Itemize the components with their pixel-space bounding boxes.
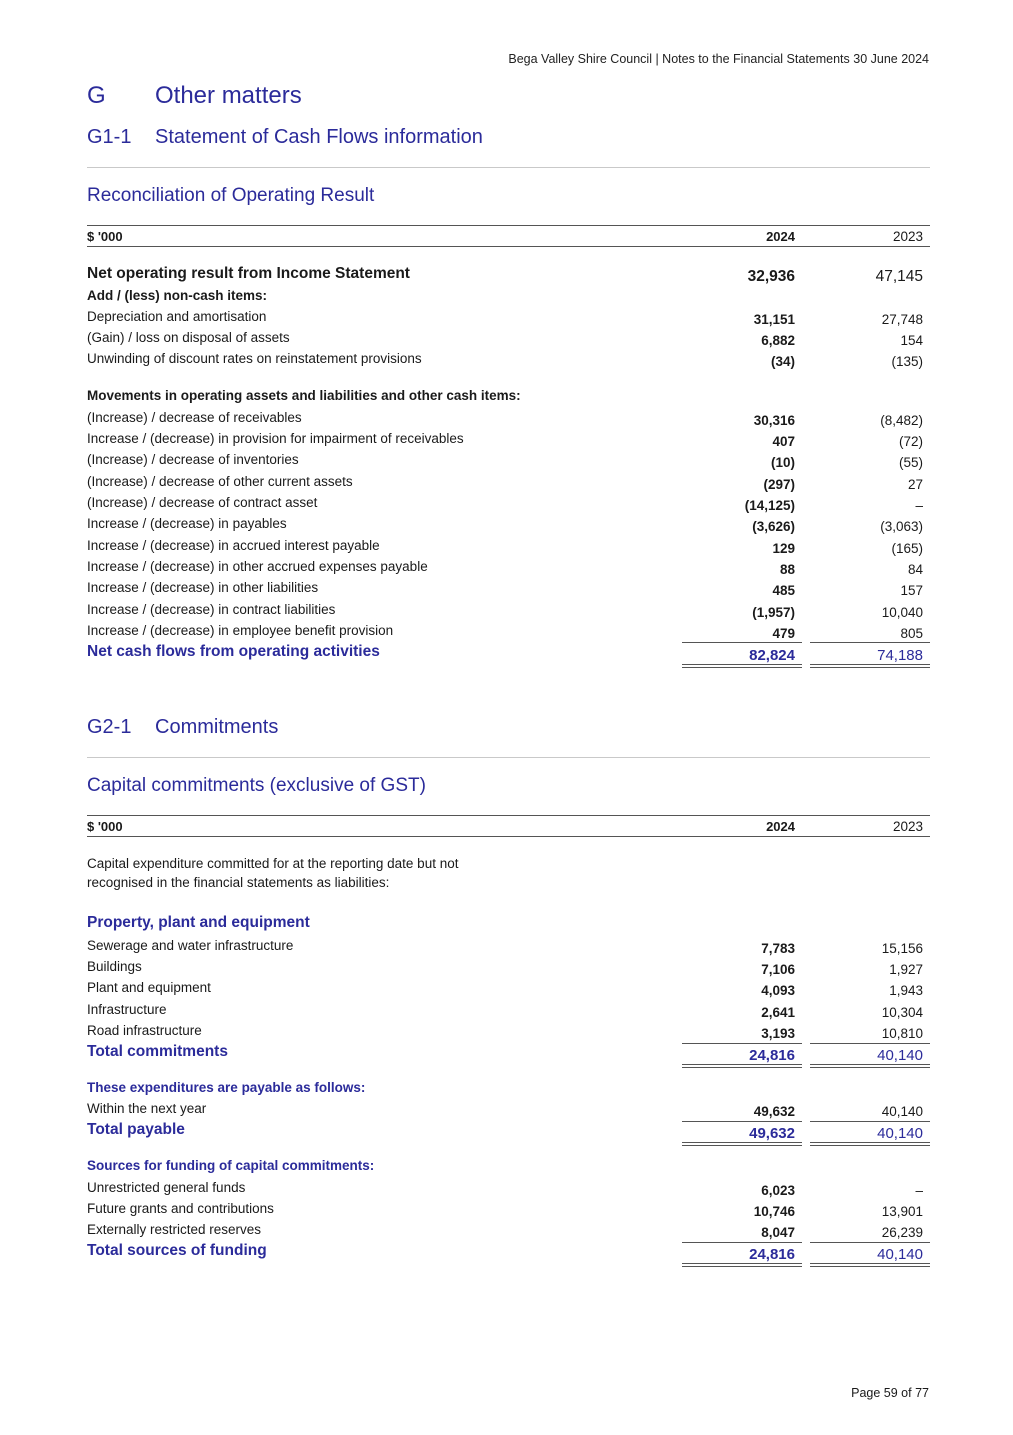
value-2024: 2,641 — [761, 1005, 795, 1020]
row-label: Net operating result from Income Statement — [87, 265, 410, 282]
value-2023: (135) — [891, 354, 923, 369]
value-2024: 4,093 — [761, 983, 795, 998]
value-2023: 40,140 — [881, 1104, 923, 1119]
value-2024: (1,957) — [752, 605, 795, 620]
row-label: Increase / (decrease) in provision for impairment of receivables — [87, 431, 464, 446]
value-2023: 27,748 — [881, 312, 923, 327]
table-row — [87, 309, 930, 330]
table-row — [87, 980, 930, 1001]
row-label: Plant and equipment — [87, 980, 211, 995]
row-label: Unwinding of discount rates on reinstatement provisions — [87, 351, 422, 366]
total-double-rule — [810, 664, 930, 668]
total-row — [87, 1123, 930, 1144]
total-double-rule — [682, 664, 802, 668]
row-label: Increase / (decrease) in other accrued expenses payable — [87, 559, 428, 574]
value-2024: 485 — [772, 583, 795, 598]
table-top-rule — [87, 225, 930, 226]
row-label: Externally restricted reserves — [87, 1222, 262, 1237]
row-label: Total sources of funding — [87, 1242, 267, 1259]
row-label: Increase / (decrease) in other liabilities — [87, 580, 319, 595]
table-row — [87, 265, 930, 286]
page-number: Page 59 of 77 — [851, 1386, 929, 1400]
subtotal-rule — [810, 642, 930, 643]
table-row — [87, 452, 930, 473]
value-2023: 40,140 — [877, 1047, 923, 1064]
table-row — [87, 938, 930, 959]
value-2023: 13,901 — [881, 1204, 923, 1219]
table-row — [87, 516, 930, 537]
table-subheading — [87, 914, 930, 935]
table-row — [87, 559, 930, 580]
column-2024: 2024 — [766, 229, 795, 244]
column-2024: 2024 — [766, 819, 795, 834]
table-row — [87, 410, 930, 431]
value-2024: 479 — [772, 626, 795, 641]
table-row — [87, 1002, 930, 1023]
row-label: (Increase) / decrease of inventories — [87, 452, 299, 467]
row-label: (Increase) / decrease of receivables — [87, 410, 302, 425]
note-number-g2: G2-1 — [87, 716, 132, 738]
table-row — [87, 1180, 930, 1201]
value-2023: 10,040 — [881, 605, 923, 620]
total-double-rule — [810, 1263, 930, 1267]
total-double-rule — [682, 1142, 802, 1146]
total-row — [87, 645, 930, 666]
value-2023: (8,482) — [880, 413, 923, 428]
value-2023: – — [915, 498, 923, 513]
table-row — [87, 538, 930, 559]
table-row — [87, 431, 930, 452]
row-label: Within the next year — [87, 1101, 207, 1116]
page-header: Bega Valley Shire Council | Notes to the Financial Statements 30 June 2024 — [508, 52, 929, 66]
value-2023: (72) — [898, 434, 923, 449]
value-2023: – — [915, 1183, 923, 1198]
table-row — [87, 1222, 930, 1243]
value-2024: (14,125) — [744, 498, 795, 513]
table-row — [87, 1023, 930, 1044]
table-row — [87, 1101, 930, 1122]
value-2023: 10,810 — [881, 1026, 923, 1041]
row-label: Increase / (decrease) in payables — [87, 516, 287, 531]
row-label: Sewerage and water infrastructure — [87, 938, 294, 953]
row-label: Buildings — [87, 959, 142, 974]
row-label: Add / (less) non-cash items: — [87, 288, 268, 303]
row-label: Increase / (decrease) in employee benefit provision — [87, 623, 394, 638]
value-2024: 10,746 — [753, 1204, 795, 1219]
column-label: $ '000 — [87, 819, 123, 834]
subheading-capital-commitments: Capital commitments (exclusive of GST) — [87, 775, 426, 796]
column-2023: 2023 — [892, 819, 923, 834]
value-2024: 7,106 — [761, 962, 795, 977]
table-subheading — [87, 1158, 930, 1179]
value-2024: (3,626) — [752, 519, 795, 534]
value-2024: 82,824 — [749, 647, 795, 664]
row-label: These expenditures are payable as follows: — [87, 1080, 366, 1095]
column-header-rule — [87, 836, 930, 837]
value-2023: 47,145 — [875, 268, 923, 285]
subheading-reconciliation: Reconciliation of Operating Result — [87, 185, 375, 206]
value-2024: 31,151 — [753, 312, 795, 327]
value-2024: (10) — [770, 455, 795, 470]
value-2024: (297) — [763, 477, 795, 492]
value-2023: (165) — [891, 541, 923, 556]
row-label: Total payable — [87, 1121, 185, 1138]
value-2023: 1,927 — [889, 962, 923, 977]
value-2023: 157 — [900, 583, 923, 598]
value-2024: 8,047 — [761, 1225, 795, 1240]
table-row — [87, 495, 930, 516]
row-label: Net cash flows from operating activities — [87, 643, 380, 660]
table-row — [87, 602, 930, 623]
value-2023: 805 — [900, 626, 923, 641]
table-row — [87, 580, 930, 601]
value-2024: 49,632 — [749, 1125, 795, 1142]
total-row — [87, 1244, 930, 1265]
subtotal-rule — [810, 1121, 930, 1122]
row-label: Movements in operating assets and liabilities and other cash items: — [87, 388, 521, 403]
table-top-rule — [87, 815, 930, 816]
row-label: Increase / (decrease) in accrued interest payable — [87, 538, 380, 553]
value-2024: 129 — [772, 541, 795, 556]
value-2024: (34) — [770, 354, 795, 369]
value-2023: 154 — [900, 333, 923, 348]
table-subheading — [87, 288, 930, 309]
note-title-g1: Statement of Cash Flows information — [155, 126, 483, 148]
table-row — [87, 959, 930, 980]
row-label: Future grants and contributions — [87, 1201, 274, 1216]
table-row — [87, 474, 930, 495]
note-title-g2: Commitments — [155, 716, 279, 738]
value-2023: (55) — [898, 455, 923, 470]
column-label: $ '000 — [87, 229, 123, 244]
table-row — [87, 351, 930, 372]
value-2023: 1,943 — [889, 983, 923, 998]
value-2023: 84 — [907, 562, 923, 577]
row-label: Property, plant and equipment — [87, 914, 310, 931]
row-label: Increase / (decrease) in contract liabilities — [87, 602, 336, 617]
value-2023: 40,140 — [877, 1125, 923, 1142]
total-double-rule — [810, 1064, 930, 1068]
value-2024: 24,816 — [749, 1246, 795, 1263]
total-double-rule — [810, 1142, 930, 1146]
table-row — [87, 330, 930, 351]
row-label: (Increase) / decrease of contract asset — [87, 495, 318, 510]
value-2024: 49,632 — [753, 1104, 795, 1119]
value-2024: 7,783 — [761, 941, 795, 956]
row-label: (Increase) / decrease of other current assets — [87, 474, 353, 489]
row-label: Road infrastructure — [87, 1023, 202, 1038]
value-2024: 6,023 — [761, 1183, 795, 1198]
row-label: Depreciation and amortisation — [87, 309, 267, 324]
column-header-rule — [87, 246, 930, 247]
row-label: Unrestricted general funds — [87, 1180, 246, 1195]
value-2023: (3,063) — [880, 519, 923, 534]
value-2023: 27 — [907, 477, 923, 492]
row-label: (Gain) / loss on disposal of assets — [87, 330, 290, 345]
subtotal-rule — [810, 1242, 930, 1243]
subtotal-rule — [682, 1043, 802, 1044]
value-2024: 24,816 — [749, 1047, 795, 1064]
table-subheading — [87, 388, 930, 409]
value-2024: 30,316 — [753, 413, 795, 428]
total-row — [87, 1045, 930, 1066]
intro-text-line1: Capital expenditure committed for at the reporting date but not — [87, 856, 459, 871]
value-2023: 74,188 — [877, 647, 923, 664]
table-subheading — [87, 1080, 930, 1101]
total-double-rule — [682, 1064, 802, 1068]
value-2023: 26,239 — [881, 1225, 923, 1240]
value-2023: 10,304 — [881, 1005, 923, 1020]
row-label: Sources for funding of capital commitments: — [87, 1158, 375, 1173]
total-double-rule — [682, 1263, 802, 1267]
subtotal-rule — [810, 1043, 930, 1044]
note-number-g1: G1-1 — [87, 126, 132, 148]
subtotal-rule — [682, 642, 802, 643]
table-row — [87, 623, 930, 644]
value-2024: 407 — [772, 434, 795, 449]
value-2023: 15,156 — [881, 941, 923, 956]
subtotal-rule — [682, 1242, 802, 1243]
section-title: Other matters — [155, 82, 302, 109]
divider — [87, 757, 930, 758]
value-2023: 40,140 — [877, 1246, 923, 1263]
value-2024: 6,882 — [761, 333, 795, 348]
value-2024: 88 — [779, 562, 795, 577]
subtotal-rule — [682, 1121, 802, 1122]
intro-text-line2: recognised in the financial statements as liabilities: — [87, 875, 390, 890]
divider — [87, 167, 930, 168]
row-label: Total commitments — [87, 1043, 228, 1060]
column-2023: 2023 — [892, 229, 923, 244]
value-2024: 32,936 — [747, 268, 795, 285]
row-label: Infrastructure — [87, 1002, 167, 1017]
section-letter: G — [87, 82, 106, 109]
value-2024: 3,193 — [761, 1026, 795, 1041]
table-row — [87, 1201, 930, 1222]
